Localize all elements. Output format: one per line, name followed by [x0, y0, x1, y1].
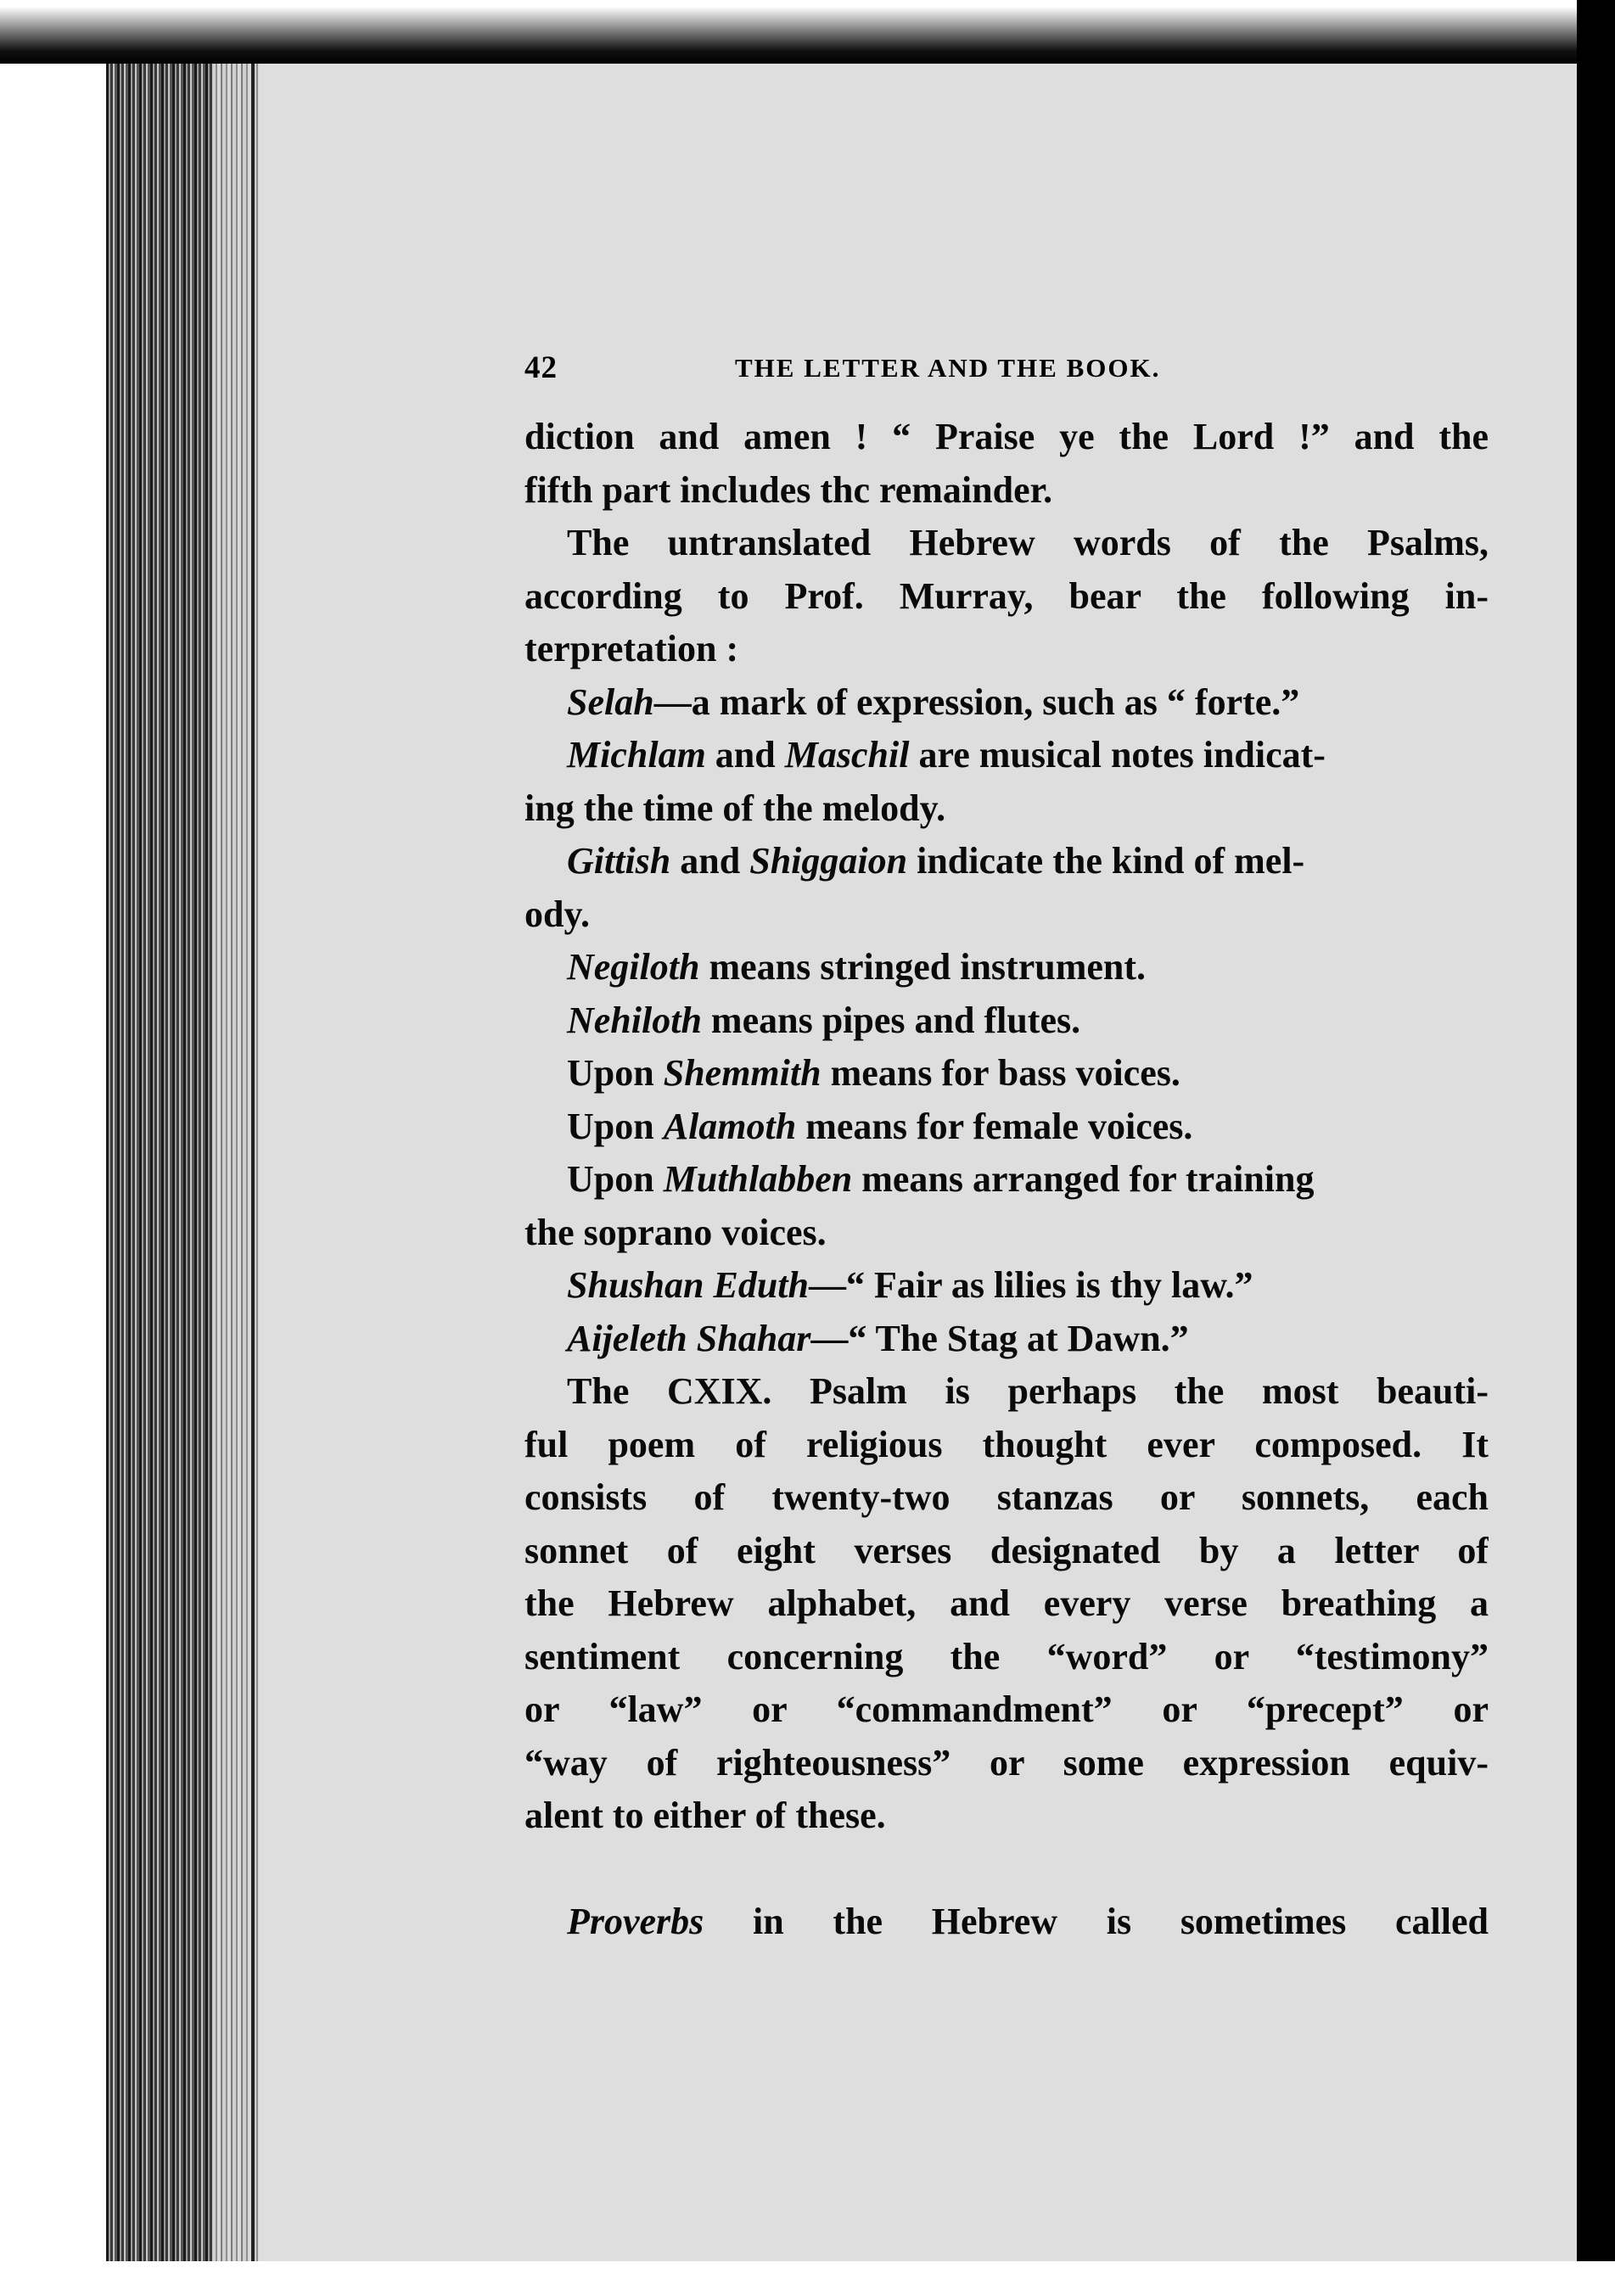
hebrew-term: Nehiloth: [567, 999, 702, 1041]
text-line: the Hebrew alphabet, and every verse breathing a: [524, 1582, 1489, 1624]
page-header: [524, 350, 1489, 400]
hebrew-term: Aijeleth Shahar: [567, 1317, 811, 1359]
text-line: sentiment concerning the “word” or “testimony”: [524, 1635, 1489, 1677]
definition-line-michlam: Michlam and Maschil are musical notes indicat-: [567, 734, 1326, 776]
text-line: consists of twenty-two stanzas or sonnets, each: [524, 1476, 1489, 1518]
text-line: “way of righteousness” or some expression equiv-: [524, 1741, 1489, 1784]
hebrew-term: Gittish: [567, 840, 671, 882]
page-number: 42: [524, 350, 558, 385]
text-line: The untranslated Hebrew words of the Psalms,: [567, 522, 1489, 563]
hebrew-term: Shemmith: [663, 1052, 822, 1094]
text-line: according to Prof. Murray, bear the following in-: [524, 574, 1489, 617]
hebrew-term: Shushan Eduth: [567, 1264, 809, 1306]
definition-line-shemmith: Upon Shemmith means for bass voices.: [567, 1052, 1180, 1094]
definition-line-proverbs: Proverbs in the Hebrew is sometimes called: [567, 1901, 1489, 1942]
scan-border-right: [1577, 0, 1615, 2296]
text-line: ful poem of religious thought ever composed. It: [524, 1423, 1489, 1465]
scan-border-top: [0, 0, 1615, 64]
definition-line-selah: Selah—a mark of expression, such as “ forte.”: [567, 680, 1300, 723]
gutter-line: [251, 59, 255, 2265]
text-line: the soprano voices.: [524, 1211, 827, 1253]
text-line: The CXIX. Psalm is perhaps the most beauti-: [567, 1370, 1489, 1412]
definition-line-muthlabben: Upon Muthlabben means arranged for training: [567, 1158, 1315, 1200]
hebrew-term: Muthlabben: [663, 1158, 853, 1200]
text-line: fifth part includes thc remainder.: [524, 468, 1053, 511]
hebrew-term: Maschil: [784, 734, 910, 776]
definition-line-shushan-eduth: Shushan Eduth—“ Fair as lilies is thy law.”: [567, 1264, 1253, 1306]
paragraph-gap: [524, 1843, 1489, 1896]
text-line: terpretation :: [524, 628, 739, 669]
hebrew-term: Alamoth: [663, 1105, 797, 1147]
text-line: or “law” or “commandment” or “precept” or: [524, 1688, 1489, 1730]
book-title: Proverbs: [567, 1901, 704, 1942]
text-line: ing the time of the melody.: [524, 787, 946, 829]
text-line: alent to either of these.: [524, 1795, 886, 1836]
page-body: [524, 411, 1489, 1949]
definition-line-aijeleth-shahar: Aijeleth Shahar—“ The Stag at Dawn.”: [567, 1317, 1189, 1359]
definition-line-nehiloth: Nehiloth means pipes and flutes.: [567, 999, 1081, 1041]
text-line: sonnet of eight verses designated by a letter of: [524, 1529, 1489, 1571]
definition-line-gittish: Gittish and Shiggaion indicate the kind of mel-: [567, 840, 1305, 882]
text-line: diction and amen ! “ Praise ye the Lord !” and the: [524, 416, 1489, 457]
hebrew-term: Shiggaion: [749, 840, 908, 882]
definition-line-negiloth: Negiloth means stringed instrument.: [567, 946, 1147, 988]
definition-line-alamoth: Upon Alamoth means for female voices.: [567, 1105, 1193, 1147]
hebrew-term: Negiloth: [567, 946, 700, 988]
hebrew-term: Selah: [567, 680, 654, 723]
scan-margin-left: [0, 0, 106, 2296]
text-line: ody.: [524, 893, 591, 935]
hebrew-term: Michlam: [567, 734, 706, 776]
running-title: THE LETTER AND THE BOOK.: [735, 353, 1161, 383]
scan-margin-bottom: [0, 2261, 1615, 2296]
